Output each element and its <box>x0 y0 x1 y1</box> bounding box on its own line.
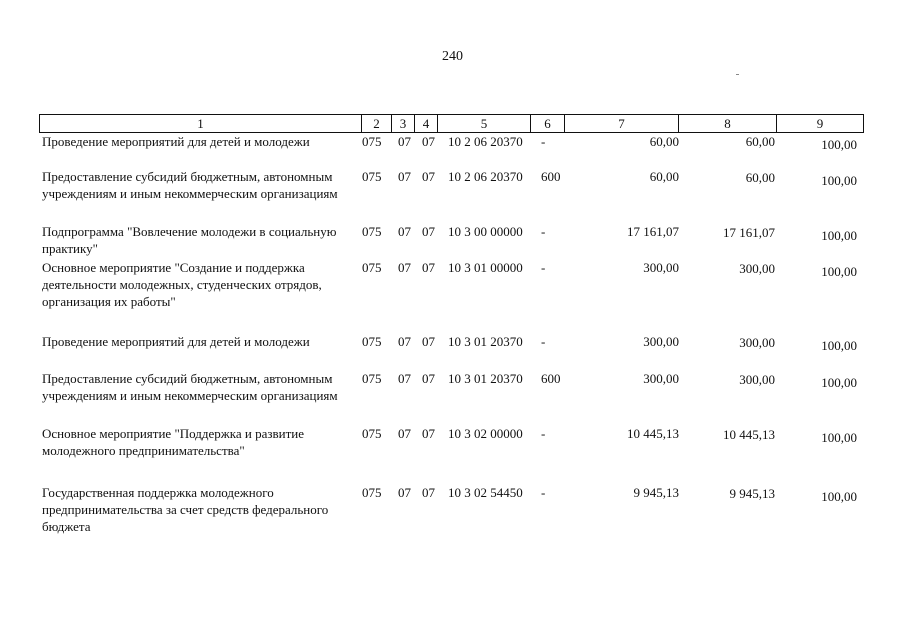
header-col-1: 1 <box>40 115 362 132</box>
row-gr: 075 <box>362 169 382 184</box>
row-vr: - <box>541 224 546 239</box>
row-gr: 075 <box>362 260 382 275</box>
row-vr: - <box>541 334 546 349</box>
row-v7: 300,00 <box>643 334 679 349</box>
row-gr: 075 <box>362 485 382 500</box>
row-v8: 300,00 <box>739 335 775 350</box>
header-col-5: 5 <box>438 115 531 132</box>
row-vr: - <box>541 426 546 441</box>
row-pr: 07 <box>422 334 435 349</box>
row-pr: 07 <box>422 260 435 275</box>
row-v9: 100,00 <box>821 430 857 445</box>
row-v7: 300,00 <box>643 371 679 386</box>
row-pr: 07 <box>422 134 435 149</box>
row-pr: 07 <box>422 426 435 441</box>
row-rz: 07 <box>398 426 411 441</box>
row-cs: 10 2 06 20370 <box>448 134 523 149</box>
header-col-4: 4 <box>415 115 438 132</box>
row-gr: 075 <box>362 134 382 149</box>
row-v9: 100,00 <box>821 264 857 279</box>
row-rz: 07 <box>398 260 411 275</box>
row-rz: 07 <box>398 224 411 239</box>
row-v9: 100,00 <box>821 137 857 152</box>
table-header <box>39 114 864 133</box>
row-v8: 60,00 <box>745 170 775 185</box>
row-v8: 60,00 <box>745 134 775 149</box>
row-name: Подпрограмма "Вовлечение молодежи в социальную практику" <box>42 224 337 256</box>
row-name: Основное мероприятие "Поддержка и развитие молодежного предпринимательства" <box>42 426 304 458</box>
row-cs: 10 3 02 54450 <box>448 485 523 500</box>
scan-speck <box>736 74 739 75</box>
row-rz: 07 <box>398 169 411 184</box>
row-v9: 100,00 <box>821 489 857 504</box>
row-name: Проведение мероприятий для детей и молодежи <box>42 134 310 149</box>
header-col-9: 9 <box>816 116 824 131</box>
row-pr: 07 <box>422 485 435 500</box>
row-v8: 300,00 <box>739 261 775 276</box>
row-name: Государственная поддержка молодежного предпринимательства за счет средств федерального бюджета <box>42 485 329 534</box>
row-v9: 100,00 <box>821 375 857 390</box>
row-gr: 075 <box>362 426 382 441</box>
row-v7: 60,00 <box>649 134 679 149</box>
row-gr: 075 <box>362 224 382 239</box>
row-v8: 300,00 <box>739 372 775 387</box>
row-v9: 100,00 <box>821 228 857 243</box>
row-name: Основное мероприятие "Создание и поддержка деятельности молодежных, студенческих отрядов, организация их работы" <box>42 260 322 309</box>
page-number: 240 <box>442 49 463 64</box>
row-vr: - <box>541 260 546 275</box>
row-cs: 10 3 01 00000 <box>448 260 523 275</box>
row-v7: 60,00 <box>649 169 679 184</box>
row-v7: 17 161,07 <box>627 224 679 239</box>
row-vr: - <box>541 134 546 149</box>
row-pr: 07 <box>422 371 435 386</box>
row-name: Предоставление субсидий бюджетным, автономным учреждениям и иным некоммерческим организациям <box>42 371 338 403</box>
row-rz: 07 <box>398 134 411 149</box>
row-v7: 300,00 <box>643 260 679 275</box>
row-rz: 07 <box>398 334 411 349</box>
row-rz: 07 <box>398 371 411 386</box>
row-cs: 10 2 06 20370 <box>448 169 523 184</box>
row-v8: 9 945,13 <box>729 486 775 501</box>
row-vr: 600 <box>541 371 561 386</box>
header-col-8: 8 <box>679 115 777 132</box>
row-name: Проведение мероприятий для детей и молодежи <box>42 334 310 349</box>
row-v8: 17 161,07 <box>723 225 775 240</box>
header-col-3: 3 <box>392 115 415 132</box>
row-v9: 100,00 <box>821 338 857 353</box>
row-vr: 600 <box>541 169 561 184</box>
row-cs: 10 3 01 20370 <box>448 334 523 349</box>
row-v8: 10 445,13 <box>723 427 775 442</box>
row-rz: 07 <box>398 485 411 500</box>
row-v9: 100,00 <box>821 173 857 188</box>
row-gr: 075 <box>362 334 382 349</box>
row-cs: 10 3 01 20370 <box>448 371 523 386</box>
row-vr: - <box>541 485 546 500</box>
row-name: Предоставление субсидий бюджетным, автономным учреждениям и иным некоммерческим организациям <box>42 169 338 201</box>
header-col-2: 2 <box>362 115 392 132</box>
row-v7: 9 945,13 <box>633 485 679 500</box>
row-pr: 07 <box>422 224 435 239</box>
row-pr: 07 <box>422 169 435 184</box>
row-cs: 10 3 02 00000 <box>448 426 523 441</box>
header-col-7: 7 <box>565 115 679 132</box>
header-col-6: 6 <box>531 115 565 132</box>
row-v7: 10 445,13 <box>627 426 679 441</box>
row-cs: 10 3 00 00000 <box>448 224 523 239</box>
row-gr: 075 <box>362 371 382 386</box>
